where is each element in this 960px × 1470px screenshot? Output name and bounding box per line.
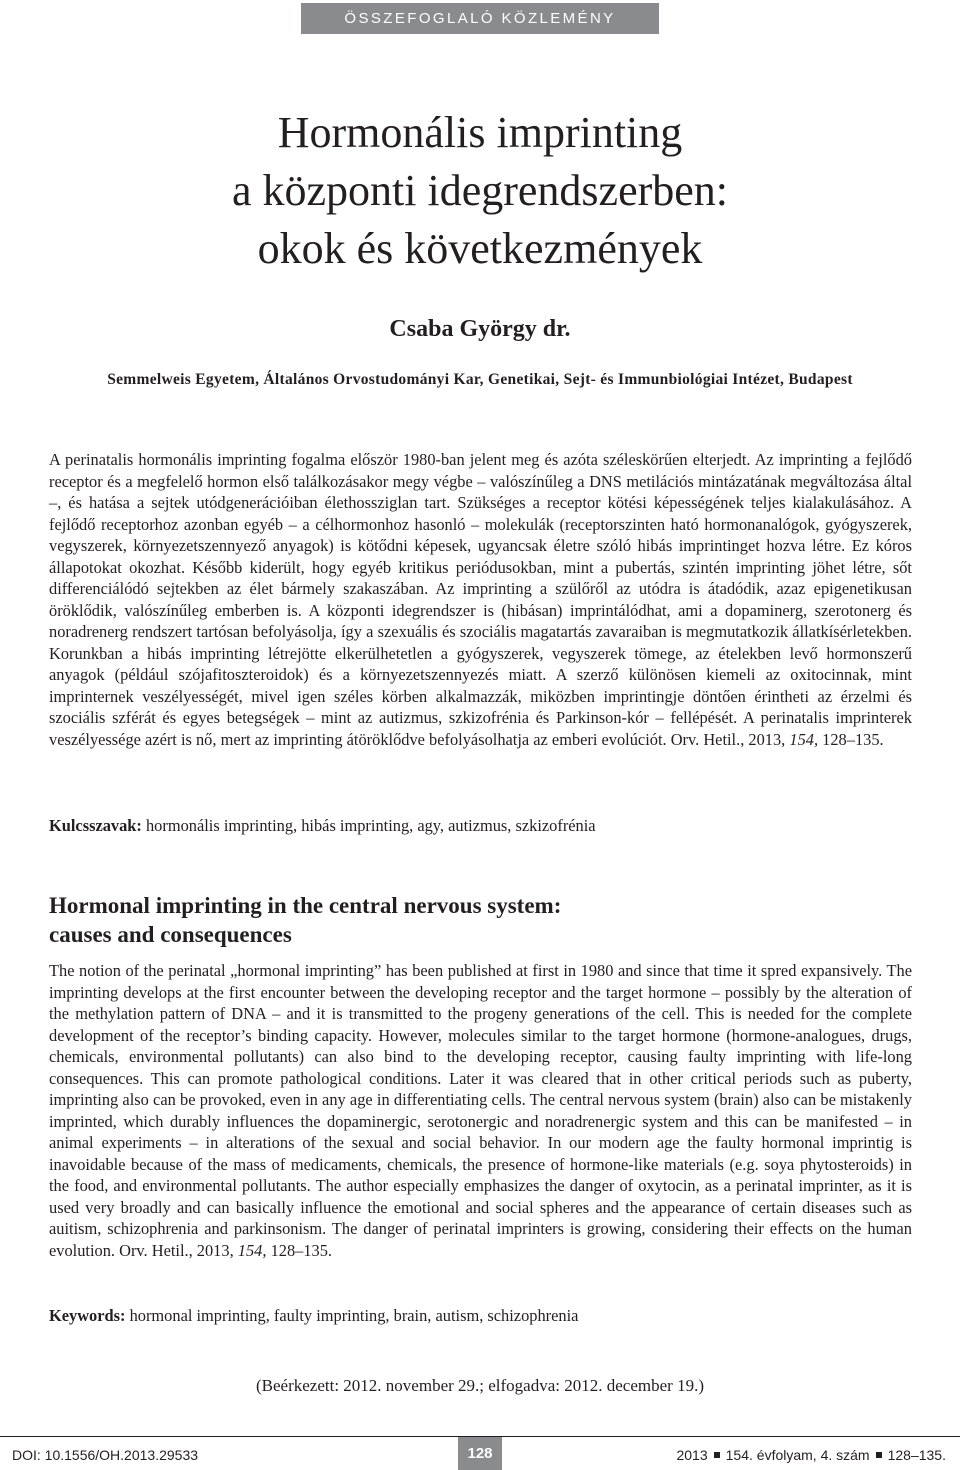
abstract-hungarian <box>49 449 912 750</box>
keywords-hu-text: hormonális imprinting, hibás imprinting, agy, autizmus, szkizofrénia <box>141 816 596 835</box>
affiliation: Semmelweis Egyetem, Általános Orvostudományi Kar, Genetikai, Sejt- és Immunbiológiai Intézet, Budapest <box>107 371 853 388</box>
square-bullet-icon <box>714 1452 720 1458</box>
article-title <box>0 104 960 278</box>
footer-volume: 154. évfolyam, 4. szám <box>725 1447 870 1463</box>
abstract-en-text: The notion of the perinatal „hormonal imprinting” has been published at first in 1980 and since that time it spred expansively. The imprinting develops at the first encounter between the developing receptor and the target hormone – possibly by the alteration of the methylation pattern of DNA – and it is transmitted to the progeny generations of the cell. This is needed for the complete development of the receptor’s binding capacity. However, molecules similar to the target hormone (hormone-analogues, drugs, chemicals, environmental pollutants) can also bind to the developing receptor, causing faulty imprinting with life-long consequences. This can promote pathological conditions. Later it was cleared that in other critical periods such as puberty, imprinting also can be provoked, even in any age in differentiating cells. The central nervous system (brain) also can be mistakenly imprinted, which durably influences the dopaminergic, serotonergic and noradrenergic system and this can be manifested – in animal experiments – in alterations of the sexual and social behavior. In our modern age the faulty hormonal imprintig is inavoidable because of the mass of medicaments, chemicals, the presence of hormone-like materials (e.g. soya phytosteroids) in the food, and environmental pollutants. The author especially emphasizes the danger of oxytocin, as a perinatal imprinter, as it is used very broadly and can basically influence the emotional and social spheres and the appearance of certain diseases such as auitism, schizophrenia and parkinsonism. The danger of perinatal imprinters is growing, considering their effects on the human evolution. Orv. Hetil., 2013, <box>49 961 912 1260</box>
abstract-en-pages: 128–135. <box>266 1240 333 1260</box>
title-line-3: okok és következmények <box>257 224 703 273</box>
title-line-1: Hormonális imprinting <box>277 108 683 157</box>
section-label: ÖSSZEFOGLALÓ KÖZLEMÉNY <box>301 3 659 34</box>
received-dates: (Beérkezett: 2012. november 29.; elfogadva: 2012. december 19.) <box>256 1376 704 1395</box>
keywords-hungarian <box>49 815 912 837</box>
english-title <box>49 891 912 949</box>
abstract-en-volume: 154, <box>237 1240 267 1260</box>
keywords-hu-label: Kulcsszavak: <box>49 816 142 835</box>
abstract-hu-pages: 128–135. <box>818 729 884 749</box>
english-title-line-1: Hormonal imprinting in the central nervous system: <box>49 893 562 918</box>
footer-doi: DOI: 10.1556/OH.2013.29533 <box>12 1447 199 1463</box>
author-name: Csaba György dr. <box>389 316 571 342</box>
abstract-hu-volume: 154, <box>789 729 819 749</box>
footer-citation <box>676 1445 946 1465</box>
title-line-2: a központi idegrendszerben: <box>231 166 729 215</box>
english-title-line-2: causes and consequences <box>49 922 292 947</box>
abstract-english <box>49 960 912 1261</box>
page-number: 128 <box>458 1437 502 1470</box>
footer-pages: 128–135. <box>887 1447 946 1463</box>
footer-year: 2013 <box>676 1447 708 1463</box>
abstract-hu-text: A perinatalis hormonális imprinting fogalma először 1980-ban jelent meg és azóta széleskörűen elterjedt. Az imprinting a fejlődő receptor és a megfelelő hormon első találkozásakor megy végbe – valószínűleg a DNS metilációs mintázatának megváltozása által –, és hatása a sejtek utódgenerációiban élethossziglan tart. Szükséges a receptor kötési képességének teljes kialakulásához. A fejlődő receptorhoz azonban egyéb – a célhormonhoz hasonló – molekulák (receptorszinten ható hormonanalógok, gyógyszerek, vegyszerek, környezetszennyező anyagok) is kötődni képesek, ugyancsak életre szóló hibás imprintinget hozva létre. Ez kóros állapotokat okozhat. Később kiderült, hogy egyéb kritikus periódusokban, mint a pubertás, szintén imprinting jöhet létre, sőt differenciálódó sejtekben az élet bármely szakaszában. Az imprinting a szülőről az utódra is átadódik, azaz epigenetikusan öröklődik, valószínűleg emberben is. A központi idegrendszer is (hibásan) imprintálódhat, ami a dopaminerg, szerotonerg és noradrenerg rendszert tartósan befolyásolja, így a szexuális és szociális magatartás zavaraiban is megmutatkozik állatkísérletekben. Korunkban a hibás imprinting létrejötte elkerülhetetlen a gyógyszerek, vegyszerek tömege, az ételekben levő hormonszerű anyagok (például szójafitoszteroidok) és a környezetszennyezés miatt. A szerző különösen kiemeli az oxitocinnak, mint imprinternek veszélyességét, mivel igen széles körben alkalmazzák, miközben imprintingje döntően érintheti az érzelmi és szociális szférát és egyes betegségek – mint az autizmus, szkizofrénia és Parkinson-kór – fellépését. A perinatalis imprinterek veszélyessége azért is nő, mert az imprinting átöröklődve befolyásolhatja az emberi evolúciót. Orv. Hetil., 2013, <box>49 450 912 749</box>
keywords-en-text: hormonal imprinting, faulty imprinting, brain, autism, schizophrenia <box>125 1306 579 1325</box>
keywords-english <box>49 1305 912 1327</box>
square-bullet-icon <box>876 1452 882 1458</box>
keywords-en-label: Keywords: <box>49 1306 126 1325</box>
